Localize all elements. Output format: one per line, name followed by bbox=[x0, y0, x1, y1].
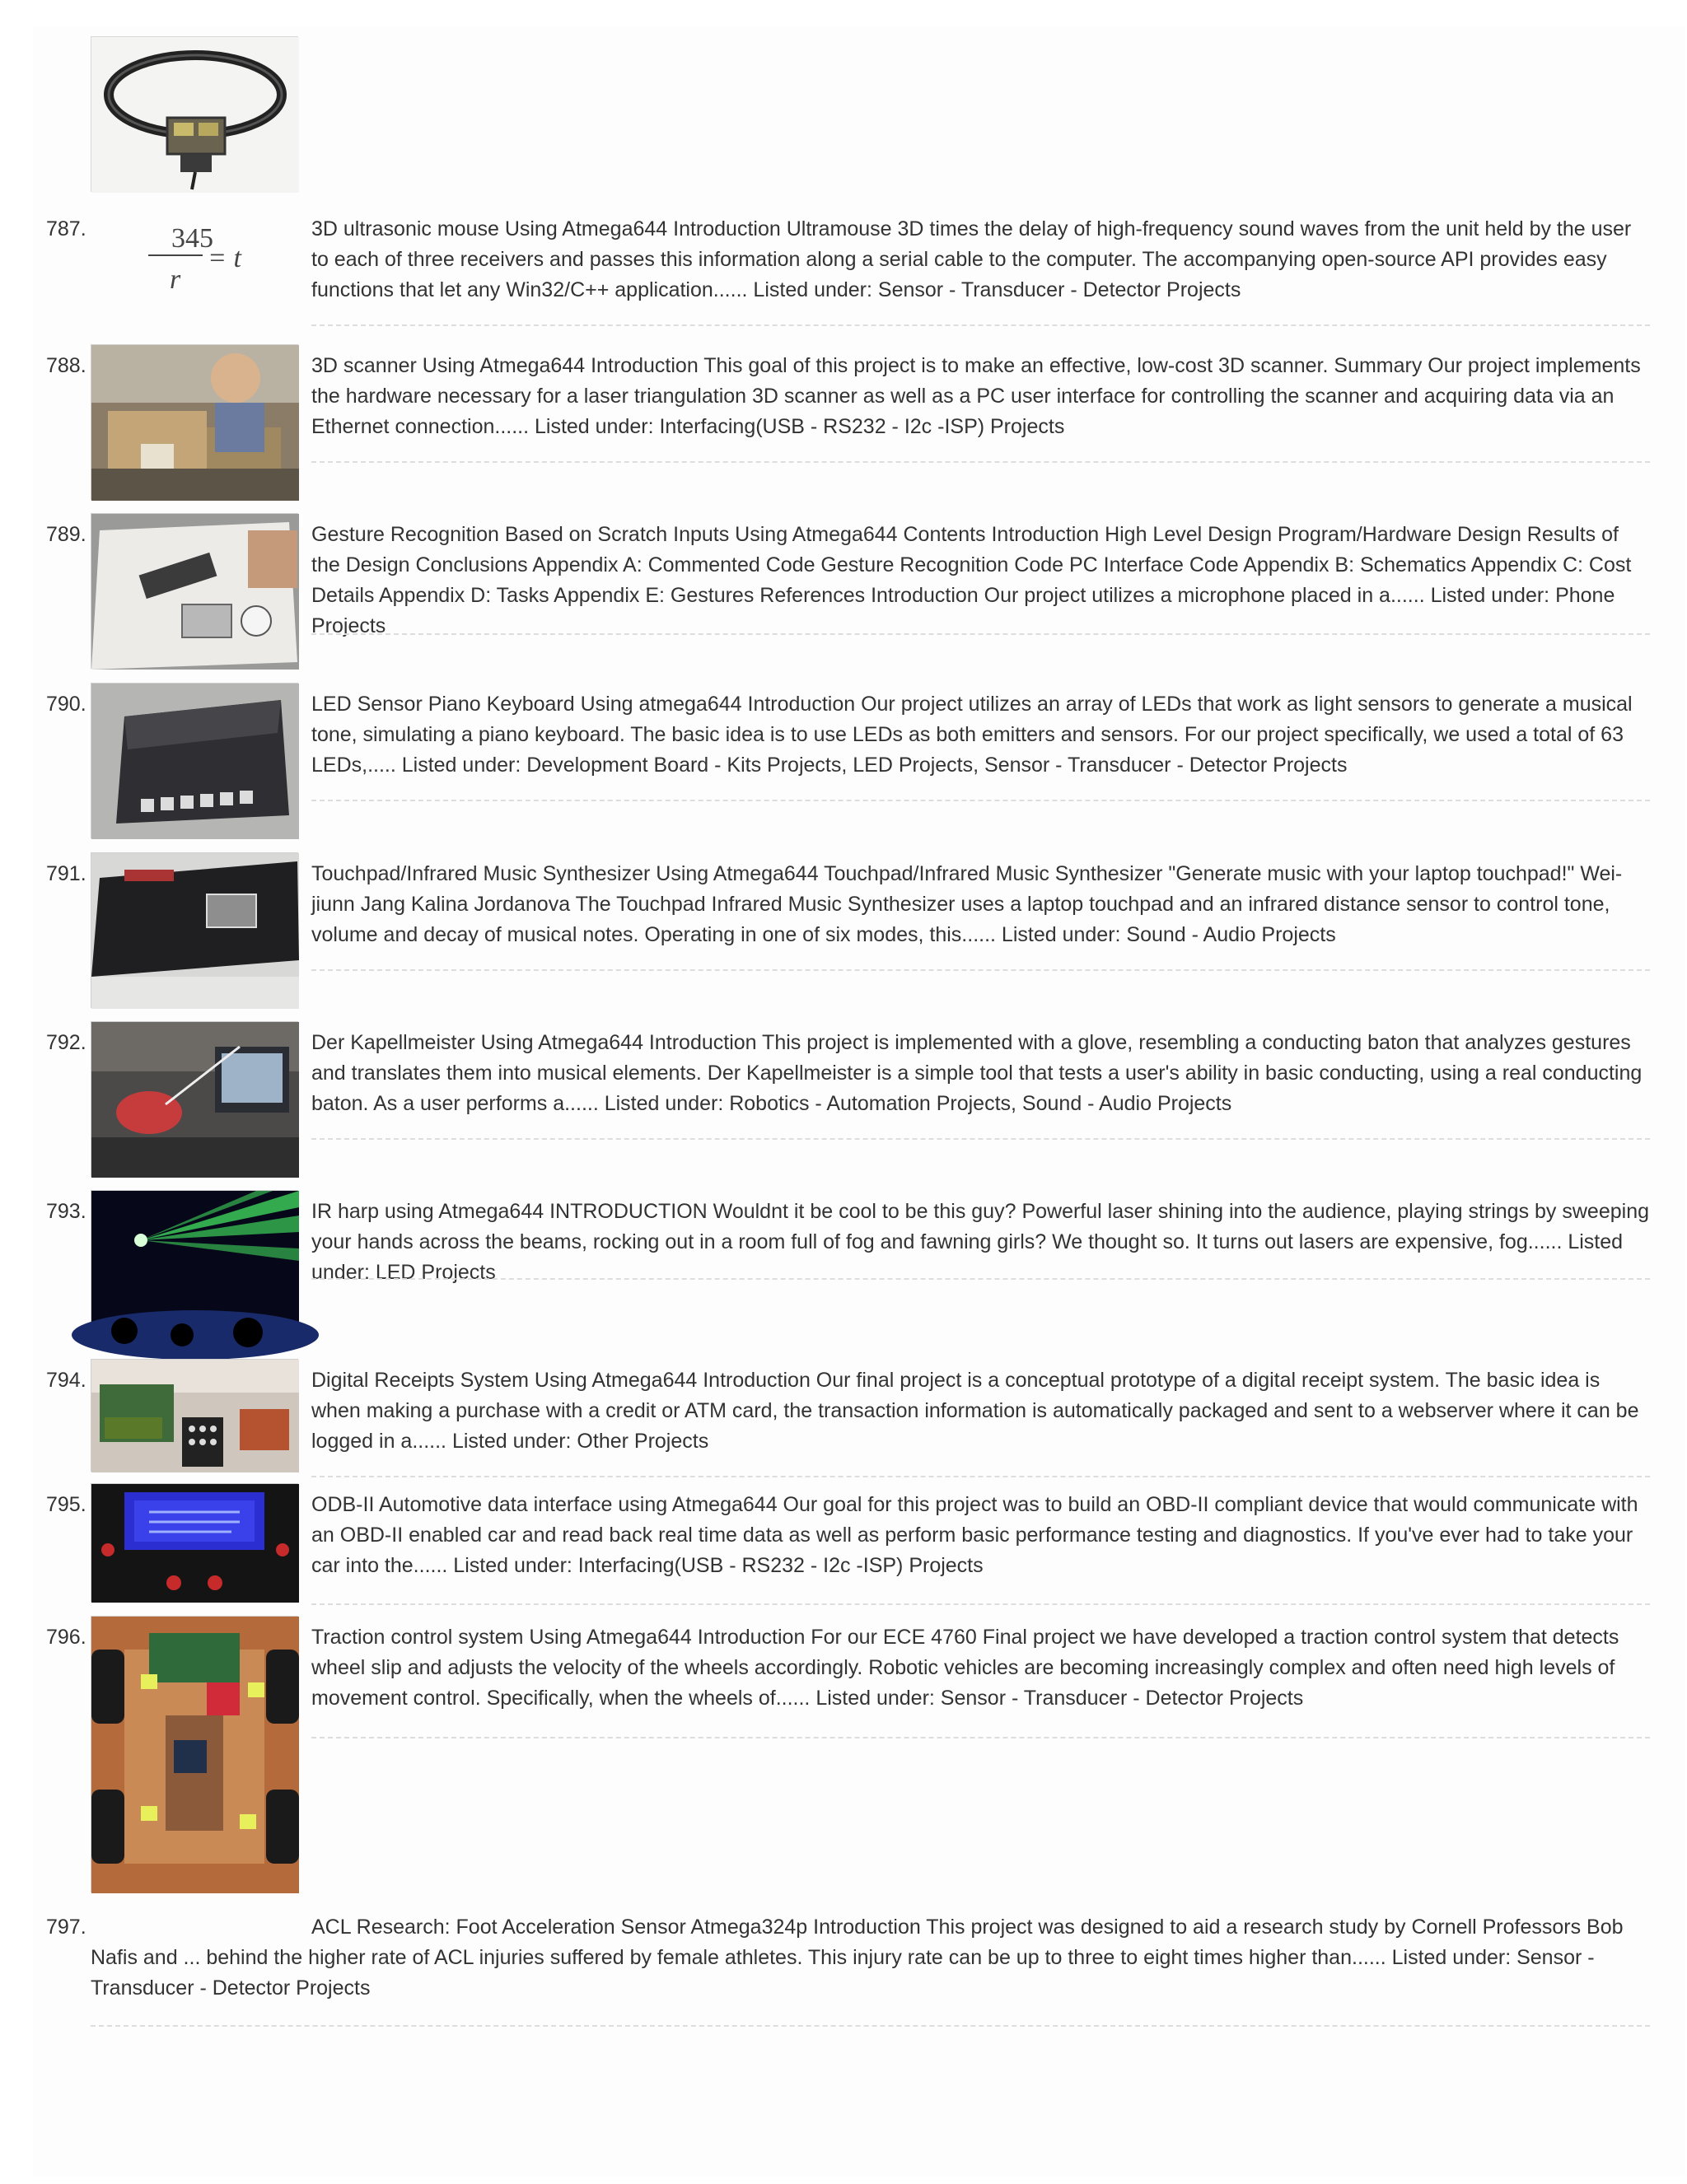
item-number: 789. bbox=[46, 523, 86, 546]
item-divider bbox=[311, 800, 1650, 801]
item-number: 796. bbox=[46, 1626, 86, 1649]
item-divider bbox=[311, 633, 1650, 635]
item-divider bbox=[311, 1476, 1650, 1477]
project-thumbnail-gesture[interactable] bbox=[91, 513, 298, 669]
project-thumbnail-touchpad-synth[interactable] bbox=[91, 852, 298, 1008]
item-divider bbox=[91, 2025, 1650, 2027]
item-description: Gesture Recognition Based on Scratch Inputs Using Atmega644 Contents Introduction High Level Design Program/Hardware Design Results of the Design Conclusions Appendix A: Commented Code Gesture Recognition Code PC Interface Code Appendix B: Schematics Appendix C: Cost Details Appendix D: Tasks Appendix E: Gestures References Introduction Our project utilizes a microphone placed in a...... Listed under: Phone Projects bbox=[311, 523, 1632, 637]
item-description: Touchpad/Infrared Music Synthesizer Using Atmega644 Touchpad/Infrared Music Synthesizer "Generate music with your laptop touchpad!" Wei-jiunn Jang Kalina Jordanova The Touchpad Infrared Music Synthesizer uses a laptop touchpad and an infrared distance sensor to control tone, volume and decay of musical notes. Operating in one of six modes, this...... Listed under: Sound - Audio Projects bbox=[311, 862, 1623, 946]
item-description: 3D scanner Using Atmega644 Introduction This goal of this project is to make an effective, low-cost 3D scanner. Summary Our project implements the hardware necessary for a laser triangulation 3D scanner as well as a PC user interface for controlling the scanner and acquiring data via an Ethernet connection...... Listed under: Interfacing(USB - RS232 - I2c -ISP) Projects bbox=[311, 354, 1641, 438]
project-thumbnail-3d-scanner[interactable] bbox=[91, 344, 298, 500]
project-thumbnail-obd-interface[interactable] bbox=[91, 1483, 298, 1602]
item-description: ACL Research: Foot Acceleration Sensor Atmega324p Introduction This project was designed to aid a research study by Cornell Professors Bob Nafis and ... behind the higher rate of ACL injuries suffered by female athletes. This injury rate can be up to three to eight times higher than...... Listed under: Sensor - Transducer - Detector Projects bbox=[91, 1916, 1624, 2000]
item-description: 3D ultrasonic mouse Using Atmega644 Introduction Ultramouse 3D times the delay of high-frequency sound waves from the unit held by the user to each of three receivers and passes this information along a serial cable to the computer. The accompanying open-source API provides easy functions that let any Win32/C++ application...... Listed under: Sensor - Transducer - Detector Projects bbox=[311, 217, 1632, 301]
item-divider bbox=[311, 461, 1650, 463]
formula-denominator: r bbox=[170, 264, 181, 295]
item-description: ODB-II Automotive data interface using Atmega644 Our goal for this project was to build an OBD-II compliant device that would communicate with an OBD-II enabled car and read back real time data as well as perform basic performance testing and diagnostics. If you've ever had to take your car into the...... Listed under: Interfacing(USB - RS232 - I2c -ISP) Projects bbox=[311, 1493, 1638, 1577]
item-description: IR harp using Atmega644 INTRODUCTION Wouldnt it be cool to be this guy? Powerful laser shining into the audience, playing strings by sweeping your hands across the beams, rocking out in a room full of fog and fawning girls? We thought so. It turns out lasers are expensive, fog...... Listed under: LED Projects bbox=[311, 1200, 1649, 1284]
item-divider bbox=[311, 1737, 1650, 1738]
item-description: Digital Receipts System Using Atmega644 Introduction Our final project is a conceptual prototype of a digital receipt system. The basic idea is when making a purchase with a credit or ATM card, the transaction information is automatically packaged and sent to a webserver where it can be logged in a...... Listed under: Other Projects bbox=[311, 1369, 1639, 1453]
item-divider bbox=[311, 1138, 1650, 1140]
item-divider bbox=[311, 1278, 1650, 1280]
project-thumbnail-digital-receipts[interactable] bbox=[91, 1359, 298, 1472]
item-description: Traction control system Using Atmega644 Introduction For our ECE 4760 Final project we have developed a traction control system that detects wheel slip and adjusts the velocity of the wheels accordingly. Robotic vehicles are becoming increasingly complex and often need high levels of movement control. Specifically, when the wheels of...... Listed under: Sensor - Transducer - Detector Projects bbox=[311, 1626, 1619, 1710]
project-thumbnail-kapellmeister[interactable] bbox=[91, 1021, 298, 1177]
formula-numerator: 345 bbox=[171, 223, 213, 254]
item-number: 787. bbox=[46, 217, 86, 240]
formula-rhs: = t bbox=[208, 243, 241, 273]
item-description: LED Sensor Piano Keyboard Using atmega644 Introduction Our project utilizes an array of LEDs that work as light sensors to generate a musical tone, simulating a piano keyboard. The basic idea is to use LEDs as both emitters and sensors. For our project specifically, we used a total of 63 LEDs,..... Listed under: Development Board - Kits Projects, LED Projects, Sensor - Transducer - Detector Projects bbox=[311, 693, 1633, 777]
item-number: 788. bbox=[46, 354, 86, 377]
item-number: 794. bbox=[46, 1369, 86, 1392]
item-divider bbox=[311, 969, 1650, 971]
project-thumbnail-ir-harp[interactable] bbox=[91, 1190, 298, 1346]
item-number: 797. bbox=[46, 1916, 86, 1939]
item-number: 791. bbox=[46, 862, 86, 885]
item-description: Der Kapellmeister Using Atmega644 Introduction This project is implemented with a glove, resembling a conducting baton that analyzes gestures and translates them into musical elements. Der Kapellmeister is a simple tool that tests a user's ability in basic conducting, using a real conducting baton. As a user performs a...... Listed under: Robotics - Automation Projects, Sound - Audio Projects bbox=[311, 1031, 1643, 1115]
item-divider bbox=[311, 1603, 1650, 1605]
item-number: 795. bbox=[46, 1493, 86, 1516]
project-thumbnail-headset[interactable] bbox=[91, 36, 298, 192]
item-number: 793. bbox=[46, 1200, 86, 1223]
project-thumbnail-traction-control[interactable] bbox=[91, 1616, 298, 1892]
item-number: 792. bbox=[46, 1031, 86, 1054]
project-thumbnail-formula[interactable] bbox=[91, 208, 298, 356]
item-divider bbox=[311, 324, 1650, 326]
project-thumbnail-led-piano[interactable] bbox=[91, 683, 298, 838]
item-number: 790. bbox=[46, 693, 86, 716]
